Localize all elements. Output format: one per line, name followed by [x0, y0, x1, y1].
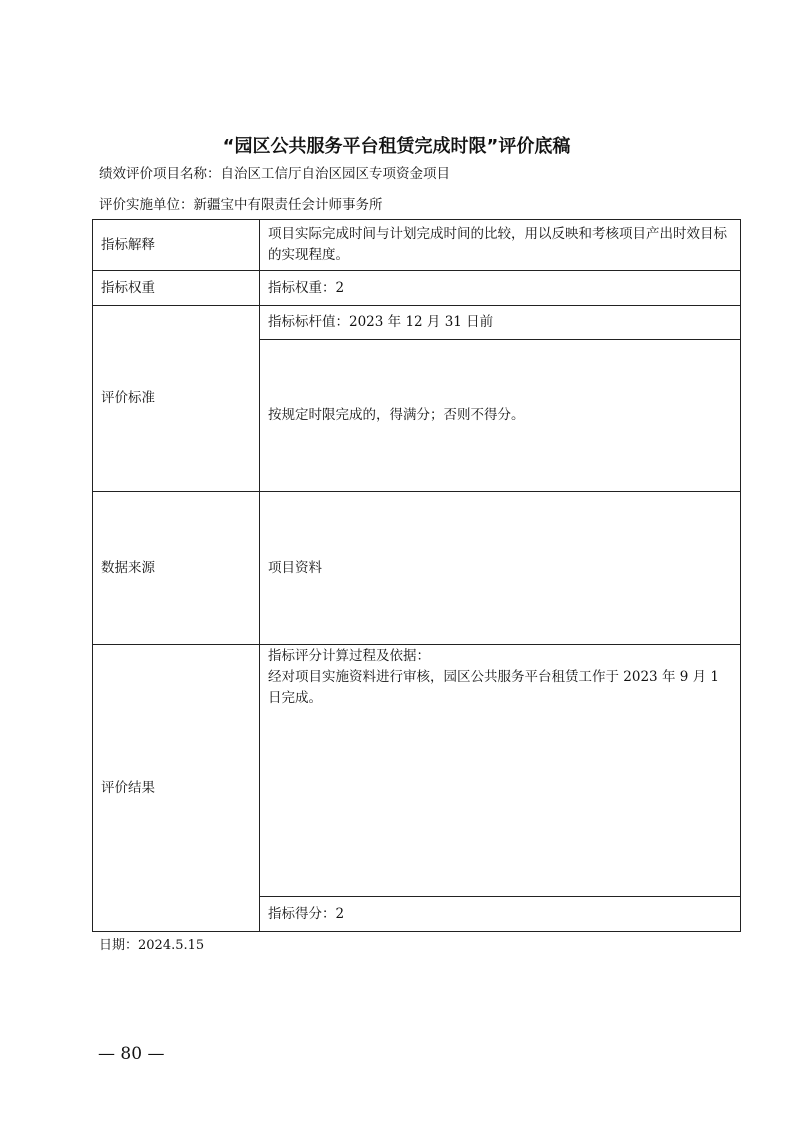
weight-label: 指标权重 [93, 271, 260, 306]
row-source [93, 492, 741, 645]
row-standard-benchmark [93, 306, 741, 340]
explanation-label: 指标解释 [93, 220, 260, 271]
weight-value: 指标权重：2 [260, 271, 741, 306]
standard-label: 评价标准 [93, 306, 260, 492]
page-number: — 80 — [98, 1044, 165, 1064]
row-weight [93, 271, 741, 306]
standard-benchmark: 指标标杆值：2023 年 12 月 31 日前 [260, 306, 741, 340]
result-score: 指标得分：2 [260, 897, 741, 932]
standard-rule: 按规定时限完成的，得满分；否则不得分。 [260, 340, 741, 492]
source-label: 数据来源 [93, 492, 260, 645]
date: 日期：2024.5.15 [99, 938, 205, 953]
page-title: “园区公共服务平台租赁完成时限”评价底稿 [222, 136, 571, 157]
result-basis [260, 645, 741, 897]
result-text: 经对项目实施资料进行审核，园区公共服务平台租赁工作于 2023 年 9 月 1 日完成。 [268, 669, 719, 706]
evaluation-table [92, 219, 741, 932]
row-explanation [93, 220, 741, 271]
row-result-basis [93, 645, 741, 897]
project-name: 绩效评价项目名称：自治区工信厅自治区园区专项资金项目 [99, 166, 450, 182]
result-label: 评价结果 [93, 645, 260, 932]
source-value: 项目资料 [260, 492, 741, 645]
evaluation-unit: 评价实施单位：新疆宝中有限责任会计师事务所 [99, 197, 383, 213]
result-heading: 指标评分计算过程及依据： [268, 648, 430, 664]
explanation-value: 项目实际完成时间与计划完成时间的比较，用以反映和考核项目产出时效目标的实现程度。 [260, 220, 741, 271]
